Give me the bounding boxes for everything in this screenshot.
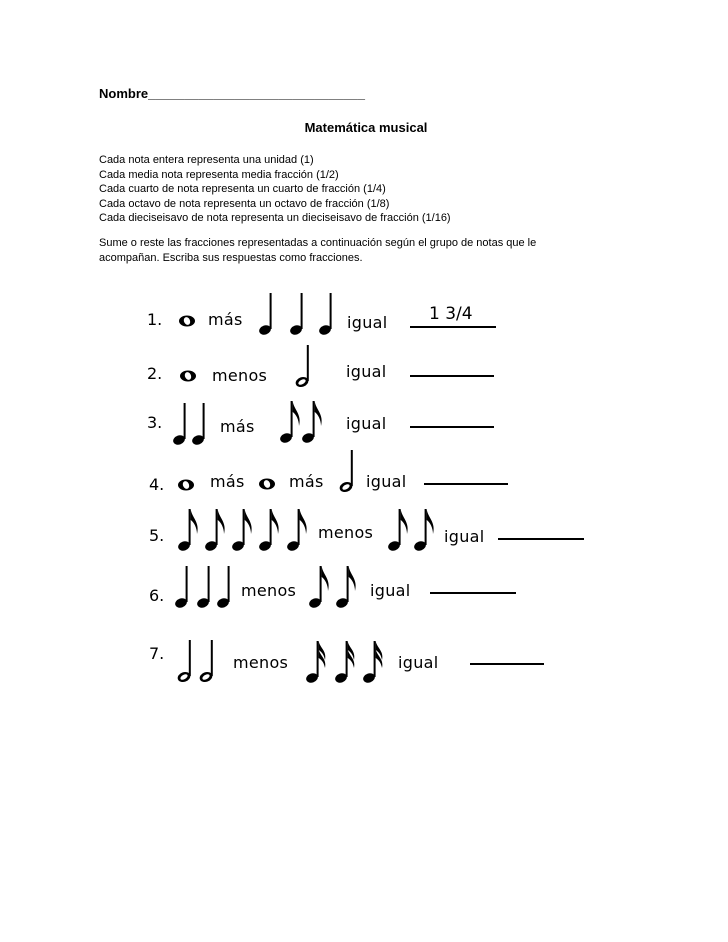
- exercise-3-op-1: más: [220, 417, 255, 436]
- exercise-1-answer[interactable]: 1 3/4: [429, 304, 473, 324]
- eighth-note-icon: [231, 509, 252, 552]
- name-field-label: Nombre______________________________: [99, 86, 366, 101]
- exercise-2-igual: igual: [346, 362, 387, 381]
- half-note-icon: [198, 640, 213, 684]
- exercise-3-number: 3.: [147, 413, 163, 432]
- eighth-note-icon: [177, 509, 198, 552]
- eighth-note-icon: [279, 401, 300, 444]
- sixteenth-note-icon: [362, 641, 383, 684]
- whole-note-icon: [180, 371, 196, 382]
- rule-sixteenth: Cada dieciseisavo de nota representa un dieciseisavo de fracción (1/16): [99, 212, 451, 225]
- exercise-4-op-2: más: [289, 472, 324, 491]
- exercise-6-igual: igual: [370, 581, 411, 600]
- rule-whole: Cada nota entera representa una unidad (1): [99, 154, 314, 166]
- exercise-5-number: 5.: [149, 526, 165, 545]
- sixteenth-note-icon: [305, 641, 326, 684]
- sixteenth-note-icon: [334, 641, 355, 684]
- exercise-1-number: 1.: [147, 310, 163, 329]
- half-note-icon: [294, 345, 309, 389]
- eighth-note-icon: [286, 509, 307, 552]
- exercise-7-op-1: menos: [233, 653, 289, 672]
- exercise-5-igual: igual: [444, 527, 485, 546]
- exercise-2-number: 2.: [147, 364, 163, 383]
- quarter-note-icon: [196, 566, 210, 609]
- instructions: Sume o reste las fracciones representadas a continuación según el grupo de notas que le acompañan. Escriba sus respuestas como fracciones.: [99, 237, 537, 264]
- half-note-icon: [176, 640, 191, 684]
- exercise-6-number: 6.: [149, 586, 165, 605]
- page-title-text: Matemática musical: [304, 120, 428, 135]
- exercise-5-op-1: menos: [318, 523, 374, 542]
- half-note-icon: [338, 450, 353, 494]
- quarter-note-icon: [258, 293, 272, 336]
- eighth-note-icon: [308, 566, 329, 609]
- eighth-note-icon: [258, 509, 279, 552]
- eighth-note-icon: [301, 401, 322, 444]
- whole-note-icon: [259, 479, 275, 490]
- quarter-note-icon: [172, 403, 186, 446]
- quarter-note-icon: [216, 566, 230, 609]
- exercise-7-number: 7.: [149, 644, 165, 663]
- exercise-6-op-1: menos: [241, 581, 297, 600]
- eighth-note-icon: [335, 566, 356, 609]
- quarter-note-icon: [191, 403, 205, 446]
- eighth-note-icon: [387, 509, 408, 552]
- rule-quarter: Cada cuarto de nota representa un cuarto de fracción (1/4): [99, 183, 386, 196]
- exercise-1-op-1: más: [208, 310, 243, 329]
- rule-half: Cada media nota representa media fracción (1/2): [99, 168, 339, 181]
- exercise-3-igual: igual: [346, 414, 387, 433]
- quarter-note-icon: [318, 293, 332, 336]
- eighth-note-icon: [204, 509, 225, 552]
- quarter-note-icon: [289, 293, 303, 336]
- quarter-note-icon: [174, 566, 188, 609]
- eighth-note-icon: [413, 509, 434, 552]
- whole-note-icon: [178, 480, 194, 491]
- exercise-4-number: 4.: [149, 475, 165, 494]
- exercise-2-op-1: menos: [212, 366, 268, 385]
- exercise-4-igual: igual: [366, 472, 407, 491]
- whole-note-icon: [179, 316, 195, 327]
- exercise-4-op-1: más: [210, 472, 245, 491]
- exercise-1-igual: igual: [347, 313, 388, 332]
- exercise-7-igual: igual: [398, 653, 439, 672]
- rule-eighth: Cada octavo de nota representa un octavo de fracción (1/8): [99, 197, 390, 210]
